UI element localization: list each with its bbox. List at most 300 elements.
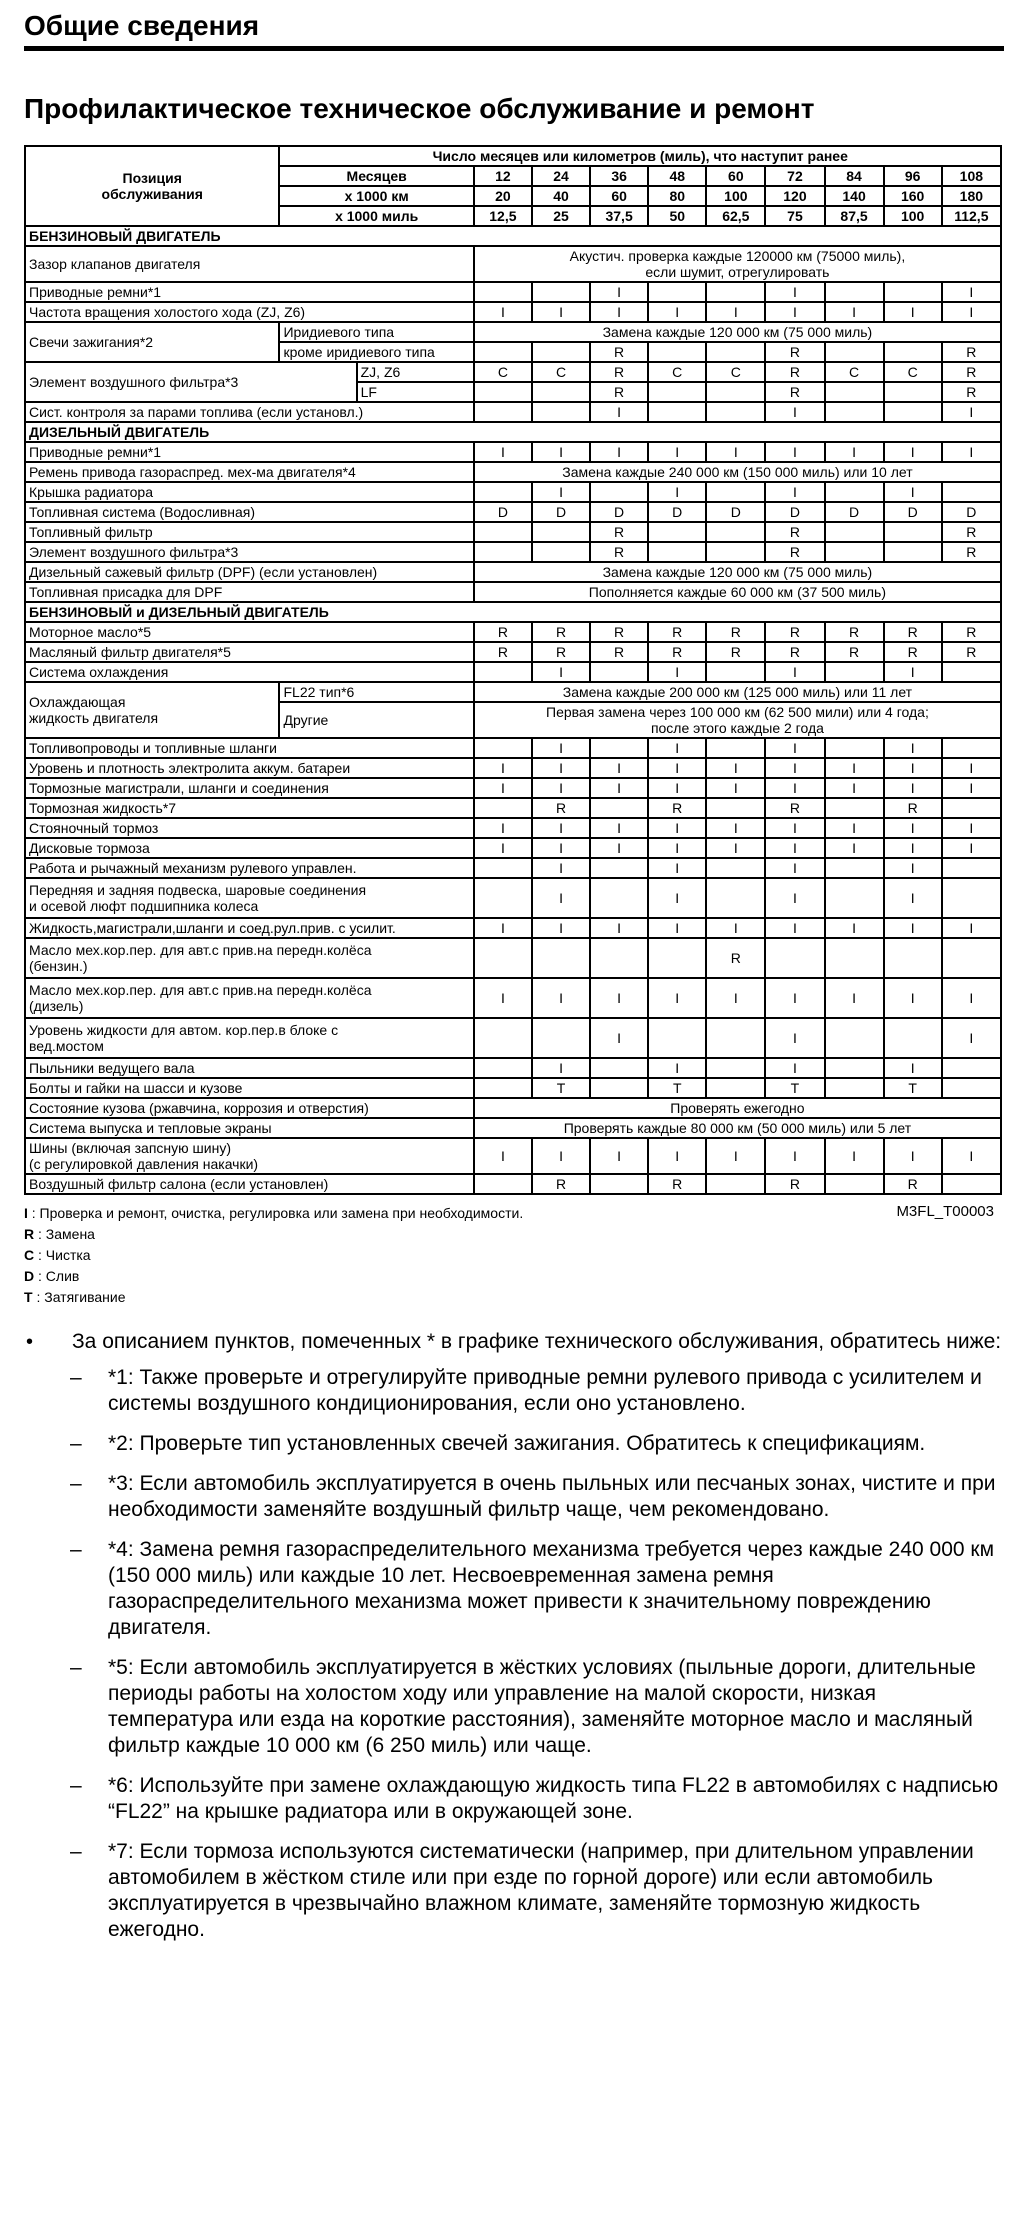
item-note: Первая замена через 100 000 км (62 500 мили) или 4 года; после этого каждые 2 года (474, 702, 1001, 738)
interval-cell (474, 878, 532, 918)
interval-cell: I (648, 1058, 706, 1078)
interval-cell: D (765, 502, 824, 522)
table-row (25, 1058, 1001, 1078)
dash-icon: – (70, 1656, 82, 1679)
interval-cell: I (765, 778, 824, 798)
interval-cell (706, 662, 765, 682)
interval-cell: I (765, 282, 824, 302)
interval-cell: I (825, 302, 884, 322)
table-row (25, 302, 1001, 322)
interval-cell (474, 522, 532, 542)
footnote (70, 1773, 1004, 1825)
table-row (25, 1118, 1001, 1138)
interval-cell: I (825, 778, 884, 798)
item-sublabel: Другие (279, 702, 473, 738)
interval-cell: I (942, 1018, 1001, 1058)
interval-cell (765, 938, 824, 978)
interval-cell (706, 1078, 765, 1098)
table-row (25, 778, 1001, 798)
interval-cell (474, 282, 532, 302)
interval-cell: I (942, 302, 1001, 322)
interval-cell: D (474, 502, 532, 522)
interval-cell (706, 542, 765, 562)
dash-icon: – (70, 1432, 82, 1455)
footnote-text: *3: Если автомобиль эксплуатируется в очень пыльных или песчаных зонах, чистите и при необходимости заменяйте воздушный фильтр чаще, чем рекомендовано. (108, 1472, 996, 1521)
item-note: Замена каждые 240 000 км (150 000 миль) или 10 лет (474, 462, 1001, 482)
interval-cell (474, 542, 532, 562)
interval-cell: I (474, 302, 532, 322)
interval-cell (942, 938, 1001, 978)
table-row (25, 758, 1001, 778)
table-row (25, 1174, 1001, 1194)
interval-cell (942, 858, 1001, 878)
interval-cell: I (825, 758, 884, 778)
interval-cell (884, 282, 942, 302)
interval-cell (825, 522, 884, 542)
interval-cell: D (825, 502, 884, 522)
legend-key: T (24, 1289, 33, 1305)
table-row (25, 642, 1001, 662)
interval-cell: R (765, 362, 824, 382)
interval-cell (706, 1018, 765, 1058)
interval-cell (942, 1078, 1001, 1098)
table-row (25, 422, 1001, 442)
interval-cell (825, 482, 884, 502)
interval-cell: I (765, 758, 824, 778)
km-value: 100 (706, 186, 765, 206)
interval-cell: I (765, 918, 824, 938)
interval-cell: I (942, 918, 1001, 938)
interval-cell: R (648, 642, 706, 662)
interval-cell: I (884, 1058, 942, 1078)
interval-cell: I (884, 778, 942, 798)
interval-cell (706, 522, 765, 542)
interval-cell: I (590, 1018, 648, 1058)
interval-cell: I (706, 918, 765, 938)
interval-cell: I (825, 978, 884, 1018)
months-value: 12 (474, 166, 532, 186)
interval-cell (706, 1174, 765, 1194)
miles-value: 62,5 (706, 206, 765, 226)
interval-cell: R (532, 1174, 590, 1194)
interval-cell (942, 878, 1001, 918)
interval-cell: I (765, 1018, 824, 1058)
item-label: Передняя и задняя подвеска, шаровые соединения и осевой люфт подшипника колеса (25, 878, 474, 918)
interval-cell: I (765, 738, 824, 758)
item-label: Стояночный тормоз (25, 818, 474, 838)
item-label: Элемент воздушного фильтра*3 (25, 362, 357, 402)
interval-cell: I (884, 442, 942, 462)
interval-cell: I (765, 482, 824, 502)
km-value: 80 (648, 186, 706, 206)
legend-key: D (24, 1268, 35, 1284)
interval-cell: I (474, 838, 532, 858)
months-label: Месяцев (279, 166, 473, 186)
interval-cell: R (590, 522, 648, 542)
interval-cell (825, 858, 884, 878)
interval-cell (648, 522, 706, 542)
interval-cell: R (942, 362, 1001, 382)
interval-cell: D (884, 502, 942, 522)
interval-cell (532, 938, 590, 978)
table-row (25, 878, 1001, 918)
interval-cell (532, 542, 590, 562)
item-label: Воздушный фильтр салона (если установлен) (25, 1174, 474, 1194)
interval-cell: I (884, 662, 942, 682)
interval-cell: R (884, 642, 942, 662)
miles-value: 100 (884, 206, 942, 226)
interval-cell (706, 738, 765, 758)
table-row (25, 502, 1001, 522)
miles-value: 25 (532, 206, 590, 226)
dash-icon: – (70, 1366, 82, 1389)
interval-cell (648, 282, 706, 302)
interval-cell: I (474, 978, 532, 1018)
months-value: 60 (706, 166, 765, 186)
interval-cell (532, 1018, 590, 1058)
section-header: ДИЗЕЛЬНЫЙ ДВИГАТЕЛЬ (25, 422, 1001, 442)
interval-cell: D (942, 502, 1001, 522)
table-row (25, 602, 1001, 622)
interval-cell: I (942, 978, 1001, 1018)
interval-cell: R (765, 642, 824, 662)
footnote-text: *2: Проверьте тип установленных свечей зажигания. Обратитесь к спецификациям. (108, 1432, 926, 1455)
interval-cell (825, 1058, 884, 1078)
interval-cell (474, 342, 532, 362)
interval-cell (648, 542, 706, 562)
interval-cell: I (884, 978, 942, 1018)
interval-cell: R (884, 622, 942, 642)
table-row (25, 226, 1001, 246)
interval-cell: I (590, 978, 648, 1018)
interval-cell: I (648, 738, 706, 758)
interval-cell: I (648, 878, 706, 918)
item-label: Болты и гайки на шасси и кузове (25, 1078, 474, 1098)
item-label: Масло мех.кор.пер. для авт.с прив.на передн.колёса (дизель) (25, 978, 474, 1018)
interval-cell: I (648, 442, 706, 462)
interval-cell (942, 662, 1001, 682)
interval-cell: I (825, 818, 884, 838)
legend-item (24, 1266, 1004, 1287)
interval-cell (590, 482, 648, 502)
item-label: Масло мех.кор.пер. для авт.с прив.на передн.колёса (бензин.) (25, 938, 474, 978)
interval-cell: I (532, 878, 590, 918)
legend-text: : Затягивание (32, 1289, 126, 1305)
interval-cell (474, 938, 532, 978)
months-value: 108 (942, 166, 1001, 186)
interval-cell: I (532, 442, 590, 462)
page-header: Общие сведения (24, 10, 260, 41)
interval-cell: I (706, 818, 765, 838)
interval-cell: T (765, 1078, 824, 1098)
interval-cell: I (765, 1138, 824, 1174)
interval-cell: I (765, 878, 824, 918)
footnote (70, 1471, 1004, 1523)
interval-cell (942, 1174, 1001, 1194)
legend-key: C (24, 1247, 35, 1263)
item-label: Уровень жидкости для автом. кор.пер.в блоке с вед.мостом (25, 1018, 474, 1058)
interval-cell: I (765, 442, 824, 462)
table-row (25, 542, 1001, 562)
interval-cell: I (942, 402, 1001, 422)
dash-icon: – (70, 1472, 82, 1495)
interval-cell: I (884, 838, 942, 858)
months-value: 36 (590, 166, 648, 186)
figure-code: M3FL_T00003 (896, 1203, 994, 1220)
item-label: Крышка радиатора (25, 482, 474, 502)
interval-cell (474, 1058, 532, 1078)
interval-cell (825, 542, 884, 562)
interval-cell: I (590, 1138, 648, 1174)
interval-cell: I (942, 442, 1001, 462)
interval-cell: I (590, 302, 648, 322)
item-label: Система охлаждения (25, 662, 474, 682)
interval-cell: I (590, 838, 648, 858)
interval-cell: I (706, 778, 765, 798)
interval-cell: I (532, 1058, 590, 1078)
interval-cell (884, 522, 942, 542)
interval-cell: R (825, 642, 884, 662)
miles-value: 12,5 (474, 206, 532, 226)
table-row (25, 482, 1001, 502)
dash-icon: – (70, 1538, 82, 1561)
months-value: 72 (765, 166, 824, 186)
item-label: Зазор клапанов двигателя (25, 246, 474, 282)
interval-cell (825, 738, 884, 758)
interval-cell: I (532, 978, 590, 1018)
miles-value: 87,5 (825, 206, 884, 226)
km-value: 20 (474, 186, 532, 206)
table-row (25, 146, 1001, 166)
interval-cell: R (648, 622, 706, 642)
item-sublabel: Иридиевого типа (279, 322, 473, 342)
interval-cell: I (590, 282, 648, 302)
interval-cell: I (648, 302, 706, 322)
interval-cell: I (648, 662, 706, 682)
interval-cell: R (532, 622, 590, 642)
interval-cell: I (884, 482, 942, 502)
interval-cell: I (825, 442, 884, 462)
interval-cell: I (765, 978, 824, 1018)
interval-cell (648, 938, 706, 978)
interval-cell: C (474, 362, 532, 382)
interval-cell: I (590, 758, 648, 778)
interval-cell: R (532, 642, 590, 662)
interval-cell: D (532, 502, 590, 522)
page (24, 0, 1004, 1957)
item-label: Элемент воздушного фильтра*3 (25, 542, 474, 562)
interval-cell: I (590, 918, 648, 938)
footnote-text: *1: Также проверьте и отрегулируйте приводные ремни рулевого привода с усилителем и системы воздушного кондиционирования, если оно установлено. (108, 1366, 982, 1415)
item-note: Замена каждые 120 000 км (75 000 миль) (474, 562, 1001, 582)
km-value: 140 (825, 186, 884, 206)
interval-cell: R (765, 1174, 824, 1194)
interval-cell (648, 1018, 706, 1058)
interval-cell (532, 522, 590, 542)
interval-cell: I (942, 282, 1001, 302)
interval-cell: I (884, 302, 942, 322)
interval-cell: I (648, 838, 706, 858)
interval-cell: I (706, 838, 765, 858)
months-value: 24 (532, 166, 590, 186)
miles-value: 75 (765, 206, 824, 226)
interval-cell (825, 1174, 884, 1194)
interval-cell: R (942, 642, 1001, 662)
interval-cell: D (648, 502, 706, 522)
interval-cell: R (765, 542, 824, 562)
interval-cell (942, 738, 1001, 758)
interval-cell: I (884, 818, 942, 838)
item-label: Дизельный сажевый фильтр (DPF) (если установлен) (25, 562, 474, 582)
page-title: Профилактическое техническое обслуживание и ремонт (24, 93, 815, 124)
item-label: Моторное масло*5 (25, 622, 474, 642)
interval-cell: R (942, 542, 1001, 562)
item-label: Дисковые тормоза (25, 838, 474, 858)
interval-cell: I (532, 918, 590, 938)
interval-cell (706, 878, 765, 918)
footnote-text: *4: Замена ремня газораспределительного механизма требуется через каждые 240 000 км (150 000 миль) или каждые 10 лет. Несвоевременная замена ремня газораспределительного механизма может привести к значительному повреждению двигателя. (108, 1538, 995, 1639)
legend-text: : Чистка (34, 1247, 91, 1263)
km-value: 180 (942, 186, 1001, 206)
interval-cell: I (884, 758, 942, 778)
interval-cell: I (825, 838, 884, 858)
interval-cell: R (590, 642, 648, 662)
item-note: Проверять каждые 80 000 км (50 000 миль) или 5 лет (474, 1118, 1001, 1138)
item-label: Частота вращения холостого хода (ZJ, Z6) (25, 302, 474, 322)
maintenance-schedule-table (24, 145, 1002, 1195)
interval-cell (706, 402, 765, 422)
interval-cell: I (532, 1138, 590, 1174)
legend (24, 1203, 1004, 1329)
legend-text: : Замена (34, 1226, 95, 1242)
miles-value: 112,5 (942, 206, 1001, 226)
item-label: Тормозные магистрали, шланги и соединения (25, 778, 474, 798)
table-row (25, 282, 1001, 302)
dash-icon: – (70, 1774, 82, 1797)
interval-cell (532, 282, 590, 302)
interval-cell: T (648, 1078, 706, 1098)
interval-cell: R (590, 542, 648, 562)
interval-cell: R (825, 622, 884, 642)
interval-cell: R (590, 342, 648, 362)
interval-cell: I (590, 778, 648, 798)
interval-cell: I (765, 1058, 824, 1078)
item-note: Акустич. проверка каждые 120000 км (75000 миль), если шумит, отрегулировать (474, 246, 1001, 282)
item-label: Топливный фильтр (25, 522, 474, 542)
notes-intro (24, 1329, 1004, 1355)
interval-cell (825, 1018, 884, 1058)
bullet-icon: • (26, 1331, 34, 1353)
interval-cell: I (532, 302, 590, 322)
item-label: Работа и рычажный механизм рулевого управлен. (25, 858, 474, 878)
interval-cell: I (648, 978, 706, 1018)
position-header: Позиция обслуживания (25, 146, 279, 226)
interval-cell: I (765, 858, 824, 878)
interval-cell: I (532, 758, 590, 778)
interval-cell: R (532, 798, 590, 818)
interval-cell: I (884, 1138, 942, 1174)
interval-cell: T (532, 1078, 590, 1098)
item-note: Замена каждые 120 000 км (75 000 миль) (474, 322, 1001, 342)
header-rule (24, 46, 1004, 51)
interval-cell: R (942, 342, 1001, 362)
section-header: БЕНЗИНОВЫЙ ДВИГАТЕЛЬ (25, 226, 1001, 246)
interval-cell (825, 282, 884, 302)
interval-cell: R (765, 382, 824, 402)
interval-cell (590, 1058, 648, 1078)
interval-cell: I (942, 818, 1001, 838)
interval-cell (532, 342, 590, 362)
interval-cell: I (648, 778, 706, 798)
interval-cell: I (765, 302, 824, 322)
table-row (25, 582, 1001, 602)
interval-cell: C (706, 362, 765, 382)
interval-cell (590, 878, 648, 918)
table-row (25, 818, 1001, 838)
table-row (25, 918, 1001, 938)
km-value: 120 (765, 186, 824, 206)
footnote-text: *7: Если тормоза используются систематически (например, при длительном управлении автомобилем в жёстком стиле или при езде по горной дороге) или если автомобиль эксплуатируется в чрезвычайно влажном климате, заменяйте тормозную жидкость ежегодно. (108, 1840, 974, 1941)
legend-key: R (24, 1226, 35, 1242)
interval-cell (532, 402, 590, 422)
interval-cell: I (706, 302, 765, 322)
interval-cell (942, 798, 1001, 818)
interval-cell: I (648, 818, 706, 838)
item-label: Свечи зажигания*2 (25, 322, 279, 362)
footnote (70, 1655, 1004, 1759)
item-sublabel: кроме иридиевого типа (279, 342, 473, 362)
interval-cell: I (706, 442, 765, 462)
interval-cell: R (590, 622, 648, 642)
legend-key: I (24, 1205, 28, 1221)
interval-cell: I (474, 442, 532, 462)
legend-text: : Слив (34, 1268, 80, 1284)
section-header: БЕНЗИНОВЫЙ и ДИЗЕЛЬНЫЙ ДВИГАТЕЛЬ (25, 602, 1001, 622)
km-label: x 1000 км (279, 186, 473, 206)
interval-cell (884, 402, 942, 422)
table-row (25, 1138, 1001, 1174)
legend-item (24, 1287, 1004, 1308)
table-row (25, 462, 1001, 482)
interval-cell (474, 798, 532, 818)
interval-cell (706, 1058, 765, 1078)
item-label: Система выпуска и тепловые экраны (25, 1118, 474, 1138)
interval-cell (706, 858, 765, 878)
interval-cell: R (474, 642, 532, 662)
interval-cell (474, 1174, 532, 1194)
interval-cell: R (706, 622, 765, 642)
interval-cell (884, 938, 942, 978)
interval-cell: I (942, 758, 1001, 778)
interval-cell (474, 482, 532, 502)
interval-cell (942, 1058, 1001, 1078)
item-label: Масляный фильтр двигателя*5 (25, 642, 474, 662)
interval-cell: R (942, 382, 1001, 402)
footnote (70, 1365, 1004, 1417)
interval-cell (590, 858, 648, 878)
interval-cell: I (884, 878, 942, 918)
interval-cell (825, 1078, 884, 1098)
table-row (25, 858, 1001, 878)
item-sublabel: LF (357, 382, 474, 402)
interval-cell: I (765, 818, 824, 838)
interval-cell: I (474, 918, 532, 938)
interval-header: Число месяцев или километров (миль), что наступит ранее (279, 146, 1001, 166)
legend-item (24, 1224, 1004, 1245)
interval-cell: T (884, 1078, 942, 1098)
interval-cell: R (765, 798, 824, 818)
item-label: Ремень привода газораспред. мех-ма двигателя*4 (25, 462, 474, 482)
